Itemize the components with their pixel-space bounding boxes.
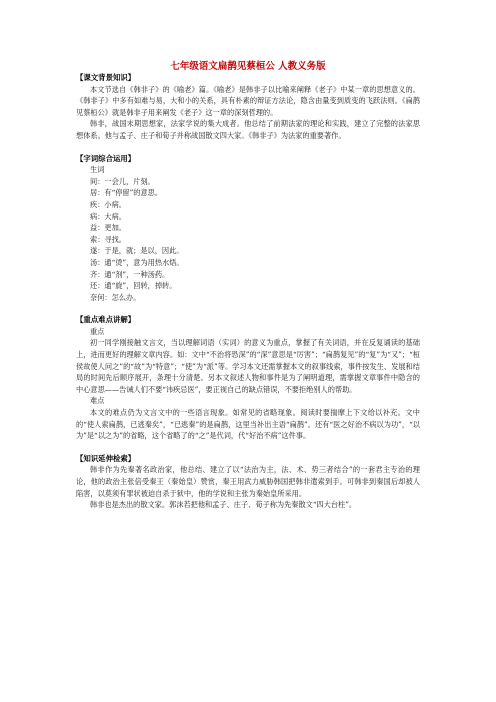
section-heading-background: 【课文背景知识】 xyxy=(76,73,136,82)
vocab-item: 索：寻找。 xyxy=(90,234,126,244)
vocab-item: 遂：于是，就；是以，因此。 xyxy=(90,246,184,256)
paragraph: 本文的难点仍为文言文中的一些语言现象。如常见的省略现象。阅读时要揣摩上下文给以补充。文中的“使人索扁鹊，已逃秦矣”，“已逃秦”的是扁鹊，这里当补出主语“扁鹊”。还有“医之好治不病以为功”，“以为”是“以之为”的省略，这个省略了的“之”是代词，代“好治不病”这件事。 xyxy=(76,408,420,441)
vocab-item: 齐：通“剂”，一种汤药。 xyxy=(90,269,170,279)
vocab-item: 奈何：怎么办。 xyxy=(90,292,141,302)
vocab-item: 间：一会儿，片刻。 xyxy=(90,176,155,186)
subheading-difficulty: 难点 xyxy=(90,396,105,406)
paragraph: 初一同学刚接触文言文，当以理解词语（实词）的意义为重点，掌握了有关词语，并在反复诵读的基础上，进而更好的理解文章内容。如：文中“不治将恐深”的“深”意思是“厉害”；“扁鹊复见”的“复”为“又”；“桓侯故使人问之”的“故”为“特意”；“使”为“派”等。学习本文还需掌握本文的叙事线索，事件按发生、发展和结局的时间先后顺序展开，条理十分清楚。另本文叙述人物和事件是为了阐明道理，需掌握文章事件中隐含的中心意思——告诫人们不要“讳疾忌医”，要正视自己的缺点错误，不要拒绝别人的帮助。 xyxy=(76,338,420,394)
paragraph: 韩非，战国末期思想家，法家学说的集大成者。他总结了前期法家的理论和实践，建立了完整的法家思想体系。他与孟子、庄子和荀子并称战国散文四大家。《韩非子》为法家的重要著作。 xyxy=(76,119,420,140)
vocab-item: 居：有“停留”的意思。 xyxy=(90,188,163,198)
vocab-item: 汤：通“烫”，意为用热水焐。 xyxy=(90,257,184,267)
paragraph: 韩非作为先秦著名政治家，他总结、建立了以“法治为主，法、术、势三者结合”的一套君主专治的理论，他的政治主张倍受秦王（秦始皇）赞赏，秦王用武力威胁韩国把韩非遣索到手。可韩非到秦国后却被人陷害，以莫须有罪状被迫自杀于狱中，他的学说和主张为秦始皇所采用。 xyxy=(76,465,420,498)
subheading-new-words: 生词 xyxy=(90,165,105,175)
vocab-item: 病：大病。 xyxy=(90,211,126,221)
subheading-key-point: 重点 xyxy=(90,326,105,336)
vocab-item: 还：通“旋”，回转，掉转。 xyxy=(90,281,177,291)
section-heading-vocabulary: 【字词综合运用】 xyxy=(76,153,136,163)
document-body xyxy=(76,72,420,511)
section-heading-key-points: 【重点难点讲解】 xyxy=(76,315,136,325)
paragraph: 韩非也是杰出的散文家。郭沫若把他和孟子、庄子、荀子称为先秦散文“四大台柱”。 xyxy=(90,500,357,510)
vocab-item: 益：更加。 xyxy=(90,223,126,233)
paragraph: 本文节选自《韩非子》的《喻老》篇。《喻老》是韩非子以比喻来阐释《老子》中某一章的思想意义的。《韩非子》中多有如难与易，大和小的关系，具有朴素的辩证方法论，隐含由量变到质变的飞跃法则。《扁鹊见蔡桓公》就是韩非子用来阐发《老子》这一章的深刻哲理的。 xyxy=(76,84,420,117)
document-title: 七年级语文扁鹊见蔡桓公 人教义务版 xyxy=(170,61,326,72)
vocab-item: 疾：小病。 xyxy=(90,199,126,209)
section-heading-extension: 【知识延伸检索】 xyxy=(76,453,136,463)
